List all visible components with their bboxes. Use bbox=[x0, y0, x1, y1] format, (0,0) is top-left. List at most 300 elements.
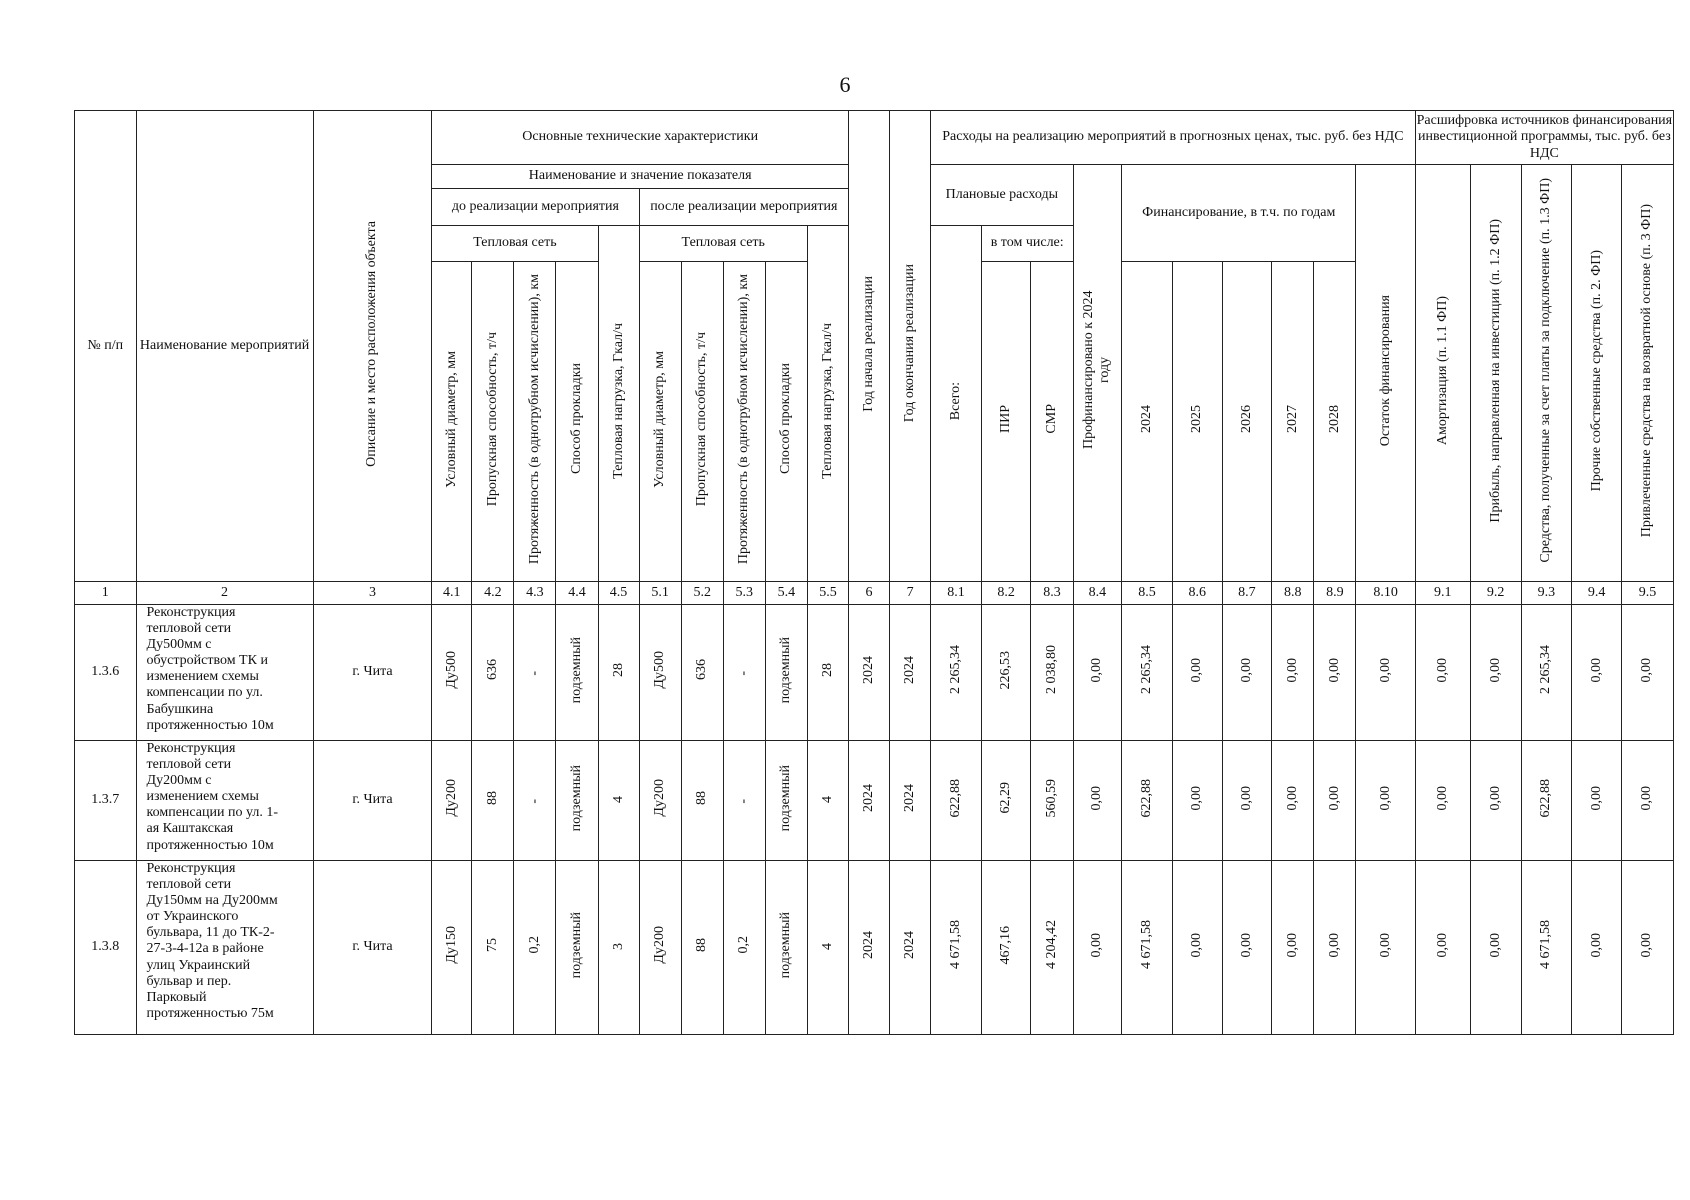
column-number: 2 bbox=[136, 582, 313, 605]
column-number: 9.5 bbox=[1621, 582, 1673, 605]
row-value: подземный bbox=[568, 911, 584, 979]
row-value: 0,00 bbox=[1284, 657, 1300, 683]
row-value-cell bbox=[1122, 861, 1173, 1035]
row-value-cell bbox=[639, 861, 681, 1035]
row-value-cell bbox=[723, 741, 765, 861]
row-value-cell bbox=[1572, 741, 1622, 861]
row-value: 4 bbox=[610, 796, 626, 804]
row-value: 0,00 bbox=[1326, 932, 1342, 958]
header-incl: в том числе: bbox=[981, 226, 1073, 262]
row-value: 2024 bbox=[861, 655, 876, 684]
row-value: 560,59 bbox=[1043, 778, 1059, 818]
header-year-2025 bbox=[1172, 262, 1222, 582]
row-name-line: протяженностью 10м bbox=[146, 717, 274, 733]
header-year-2025-text: 2025 bbox=[1189, 404, 1205, 433]
header-load-after-text: Тепловая нагрузка, Гкал/ч bbox=[819, 323, 835, 479]
row-value: 0,00 bbox=[1588, 657, 1604, 683]
header-profit bbox=[1470, 165, 1521, 582]
row-value: 0,00 bbox=[1434, 785, 1450, 811]
row-value-cell bbox=[723, 861, 765, 1035]
row-value-cell bbox=[723, 605, 765, 741]
column-number: 9.3 bbox=[1521, 582, 1572, 605]
row-value: 0,00 bbox=[1487, 785, 1503, 811]
row-value: 28 bbox=[819, 662, 835, 677]
column-number: 8.2 bbox=[981, 582, 1031, 605]
header-capacity-before bbox=[472, 262, 514, 582]
row-value: 0,00 bbox=[1326, 657, 1342, 683]
header-heat-net-after: Тепловая сеть bbox=[639, 226, 807, 262]
row-value-cell bbox=[556, 605, 598, 741]
header-year-2026-text: 2026 bbox=[1238, 404, 1254, 433]
row-value-cell bbox=[1521, 741, 1572, 861]
row-name-line: протяженностью 75м bbox=[146, 1005, 274, 1021]
row-value-cell bbox=[556, 861, 598, 1035]
row-value: 622,88 bbox=[1138, 778, 1154, 818]
row-value-cell bbox=[598, 605, 639, 741]
row-value-cell bbox=[849, 861, 890, 1035]
header-own-text: Прочие собственные средства (п. 2. ФП) bbox=[1588, 249, 1604, 492]
row-value: 0,00 bbox=[1189, 932, 1205, 958]
column-number: 1 bbox=[75, 582, 137, 605]
row-name bbox=[136, 741, 313, 861]
row-value-cell bbox=[981, 741, 1031, 861]
row-value-cell bbox=[1272, 605, 1314, 741]
column-number: 8.9 bbox=[1314, 582, 1356, 605]
table-row bbox=[75, 741, 1674, 861]
row-value: Ду200 bbox=[652, 926, 668, 964]
header-name: Наименование мероприятий bbox=[136, 111, 313, 582]
header-length-before bbox=[514, 262, 556, 582]
row-value-cell bbox=[1621, 741, 1673, 861]
header-laying-after bbox=[765, 262, 807, 582]
row-value-cell bbox=[765, 861, 807, 1035]
row-name-line: Реконструкция bbox=[146, 861, 236, 876]
row-value: 0,00 bbox=[1434, 657, 1450, 683]
row-value-cell bbox=[1521, 861, 1572, 1035]
row-name-line: улиц Украинский bbox=[146, 957, 251, 973]
row-name-line: бульвар и пер. bbox=[146, 973, 232, 989]
row-value-cell bbox=[890, 741, 931, 861]
row-value-cell bbox=[890, 605, 931, 741]
table-row bbox=[75, 861, 1674, 1035]
row-value: 0,2 bbox=[526, 936, 542, 954]
row-value: 0,00 bbox=[1089, 657, 1105, 683]
row-value: 0,00 bbox=[1377, 932, 1393, 958]
row-value-cell bbox=[514, 741, 556, 861]
header-year-end-text: Год окончания реализации bbox=[902, 264, 918, 423]
row-value: 4 671,58 bbox=[1138, 920, 1154, 970]
header-tech: Основные технические характеристики bbox=[432, 111, 849, 165]
row-value-cell bbox=[1073, 605, 1122, 741]
row-value: 2024 bbox=[902, 655, 918, 684]
column-number: 5.4 bbox=[765, 582, 807, 605]
row-name-line: компенсации по ул. 1- bbox=[146, 805, 279, 821]
column-number: 8.3 bbox=[1031, 582, 1073, 605]
row-value-cell bbox=[472, 741, 514, 861]
header-profit-text: Прибыль, направленная на инвестиции (п. 1.2 ФП) bbox=[1487, 218, 1503, 523]
row-value-cell bbox=[1621, 861, 1673, 1035]
header-year-2024 bbox=[1122, 262, 1173, 582]
row-value: 2024 bbox=[902, 930, 918, 959]
page-number: 6 bbox=[839, 72, 851, 97]
header-year-2028-text: 2028 bbox=[1326, 404, 1342, 433]
header-capacity-after-text: Пропускная способность, т/ч bbox=[694, 331, 710, 507]
row-value-cell bbox=[1031, 605, 1073, 741]
row-value-cell bbox=[1172, 861, 1222, 1035]
row-value: 0,2 bbox=[736, 936, 752, 954]
header-smr-text: СМР bbox=[1043, 404, 1059, 434]
header-length-after-text: Протяженность (в однотрубном исчислении), км bbox=[736, 273, 752, 565]
row-value: Ду200 bbox=[443, 779, 459, 817]
row-value-cell bbox=[472, 861, 514, 1035]
row-value-cell bbox=[1031, 741, 1073, 861]
header-smr bbox=[1031, 262, 1073, 582]
row-value-cell bbox=[765, 741, 807, 861]
row-number: 1.3.6 bbox=[75, 605, 137, 741]
header-diameter-after-text: Условный диаметр, мм bbox=[652, 350, 668, 488]
row-value-cell bbox=[514, 861, 556, 1035]
header-load-after bbox=[807, 226, 848, 582]
row-name-line: тепловой сети bbox=[146, 621, 232, 637]
column-number: 9.4 bbox=[1572, 582, 1622, 605]
row-value: 0,00 bbox=[1588, 932, 1604, 958]
row-value: 4 bbox=[819, 796, 835, 804]
header-year-2027 bbox=[1272, 262, 1314, 582]
header-length-after bbox=[723, 262, 765, 582]
row-value: 0,00 bbox=[1238, 657, 1254, 683]
column-number: 4.2 bbox=[472, 582, 514, 605]
row-value: 2 265,34 bbox=[1138, 645, 1154, 695]
column-number: 8.8 bbox=[1272, 582, 1314, 605]
row-value-cell bbox=[1314, 605, 1356, 741]
row-value: 0,00 bbox=[1639, 932, 1655, 958]
row-value: 2 038,80 bbox=[1043, 645, 1059, 695]
row-value: 226,53 bbox=[998, 650, 1014, 690]
header-connection-text: Средства, полученные за счет платы за подключение (п. 1.3 ФП) bbox=[1538, 178, 1554, 563]
row-value-cell bbox=[1415, 605, 1470, 741]
row-value: 0,00 bbox=[1089, 785, 1105, 811]
header-load-before-text: Тепловая нагрузка, Гкал/ч bbox=[610, 323, 626, 479]
row-name bbox=[136, 605, 313, 741]
row-value-cell bbox=[1621, 605, 1673, 741]
row-number: 1.3.8 bbox=[75, 861, 137, 1035]
column-number: 4.4 bbox=[556, 582, 598, 605]
row-value-cell bbox=[1272, 861, 1314, 1035]
header-year-start-text: Год начала реализации bbox=[861, 275, 876, 412]
header-remainder-text: Остаток финансирования bbox=[1377, 294, 1393, 447]
row-value-cell bbox=[931, 605, 982, 741]
row-value-cell bbox=[639, 741, 681, 861]
row-value-cell bbox=[890, 861, 931, 1035]
header-heat-net-before: Тепловая сеть bbox=[432, 226, 598, 262]
header-diameter-before-text: Условный диаметр, мм bbox=[443, 350, 459, 488]
column-number: 8.1 bbox=[931, 582, 982, 605]
row-value-cell bbox=[981, 605, 1031, 741]
row-location: г. Чита bbox=[313, 861, 432, 1035]
row-value-cell bbox=[1572, 605, 1622, 741]
row-value: 0,00 bbox=[1238, 785, 1254, 811]
row-name-line: изменением схемы bbox=[146, 669, 259, 685]
row-value-cell bbox=[849, 741, 890, 861]
column-number: 3 bbox=[313, 582, 432, 605]
row-value-cell bbox=[432, 741, 472, 861]
header-location bbox=[313, 111, 432, 582]
header-borrowed-text: Привлеченные средства на возвратной основе (п. 3 ФП) bbox=[1639, 203, 1655, 538]
header-after: после реализации мероприятия bbox=[639, 189, 848, 226]
row-name-line: Бабушкина bbox=[146, 701, 214, 717]
row-value-cell bbox=[1031, 861, 1073, 1035]
header-amort-text: Амортизация (п. 1.1 ФП) bbox=[1434, 295, 1450, 445]
row-name-line: ая Каштакская bbox=[146, 821, 234, 837]
row-value: - bbox=[736, 798, 752, 804]
column-number: 8.6 bbox=[1172, 582, 1222, 605]
row-value: 467,16 bbox=[998, 925, 1014, 965]
row-value-cell bbox=[1572, 861, 1622, 1035]
row-value-cell bbox=[807, 741, 848, 861]
header-costs: Расходы на реализацию мероприятий в прогнозных ценах, тыс. руб. без НДС bbox=[931, 111, 1416, 165]
row-value: 622,88 bbox=[947, 778, 963, 818]
row-name-line: компенсации по ул. bbox=[146, 685, 263, 701]
row-value-cell bbox=[432, 605, 472, 741]
row-value-cell bbox=[556, 741, 598, 861]
row-value: 4 bbox=[819, 943, 835, 951]
row-value: 62,29 bbox=[998, 782, 1014, 814]
row-name-line: протяженностью 10м bbox=[146, 837, 274, 853]
header-total bbox=[931, 226, 982, 582]
header-laying-before-text: Способ прокладки bbox=[568, 363, 584, 475]
row-value: 0,00 bbox=[1434, 932, 1450, 958]
row-value: Ду500 bbox=[443, 651, 459, 689]
row-value: 4 671,58 bbox=[1538, 920, 1554, 970]
header-total-text: Всего: bbox=[947, 381, 963, 421]
header-laying-before bbox=[556, 262, 598, 582]
row-value-cell bbox=[765, 605, 807, 741]
row-name-line: бульвара, 11 до ТК-2- bbox=[146, 925, 275, 941]
header-pir-text: ПИР bbox=[998, 404, 1014, 433]
header-amort bbox=[1415, 165, 1470, 582]
row-name-line: Ду150мм на Ду200мм bbox=[146, 893, 278, 909]
row-value-cell bbox=[472, 605, 514, 741]
row-value: 0,00 bbox=[1487, 657, 1503, 683]
row-value-cell bbox=[931, 741, 982, 861]
row-value: 0,00 bbox=[1089, 932, 1105, 958]
row-value-cell bbox=[807, 861, 848, 1035]
row-value-cell bbox=[1356, 741, 1415, 861]
column-number: 6 bbox=[849, 582, 890, 605]
header-year-2027-text: 2027 bbox=[1284, 404, 1300, 433]
header-year-2026 bbox=[1222, 262, 1272, 582]
column-number: 9.2 bbox=[1470, 582, 1521, 605]
row-value: 0,00 bbox=[1284, 932, 1300, 958]
row-value: 2 265,34 bbox=[947, 645, 963, 695]
row-name-line: 27-3-4-12а в районе bbox=[146, 941, 264, 957]
header-before: до реализации мероприятия bbox=[432, 189, 639, 226]
row-value: подземный bbox=[778, 636, 794, 704]
row-value: 0,00 bbox=[1377, 657, 1393, 683]
column-number: 8.7 bbox=[1222, 582, 1272, 605]
row-value-cell bbox=[681, 861, 723, 1035]
row-value: Ду150 bbox=[443, 926, 459, 964]
column-number: 8.5 bbox=[1122, 582, 1173, 605]
header-own bbox=[1572, 165, 1622, 582]
row-value: подземный bbox=[568, 636, 584, 704]
column-number: 5.1 bbox=[639, 582, 681, 605]
row-name bbox=[136, 861, 313, 1035]
header-capacity-before-text: Пропускная способность, т/ч bbox=[484, 331, 500, 507]
header-load-before bbox=[598, 226, 639, 582]
header-planned: Плановые расходы bbox=[931, 165, 1073, 226]
header-prefinanced bbox=[1073, 165, 1122, 582]
row-value-cell bbox=[598, 741, 639, 861]
row-value-cell bbox=[1073, 741, 1122, 861]
row-value-cell bbox=[1172, 605, 1222, 741]
row-name-line: Ду500мм с bbox=[146, 637, 212, 653]
row-value: 88 bbox=[694, 790, 710, 805]
row-value: 0,00 bbox=[1189, 657, 1205, 683]
row-value: подземный bbox=[778, 764, 794, 832]
row-value: 4 204,42 bbox=[1043, 920, 1059, 970]
header-year-end bbox=[890, 111, 931, 582]
header-indicators: Наименование и значение показателя bbox=[432, 165, 849, 189]
header-laying-after-text: Способ прокладки bbox=[778, 363, 794, 475]
header-year-2024-text: 2024 bbox=[1138, 404, 1154, 433]
header-year-2028 bbox=[1314, 262, 1356, 582]
investment-program-table bbox=[74, 110, 1674, 1035]
row-value: 0,00 bbox=[1326, 785, 1342, 811]
row-name-line: Парковый bbox=[146, 989, 207, 1005]
row-value: Ду500 bbox=[652, 651, 668, 689]
row-value-cell bbox=[1122, 741, 1173, 861]
row-value-cell bbox=[1314, 861, 1356, 1035]
row-value-cell bbox=[1222, 861, 1272, 1035]
row-value-cell bbox=[1470, 741, 1521, 861]
row-name-line: изменением схемы bbox=[146, 789, 259, 805]
row-value: 0,00 bbox=[1238, 932, 1254, 958]
row-value: 0,00 bbox=[1377, 785, 1393, 811]
row-value: 88 bbox=[694, 937, 710, 952]
column-number: 4.5 bbox=[598, 582, 639, 605]
row-value-cell bbox=[514, 605, 556, 741]
column-number: 5.2 bbox=[681, 582, 723, 605]
row-value-cell bbox=[931, 861, 982, 1035]
header-connection bbox=[1521, 165, 1572, 582]
row-number: 1.3.7 bbox=[75, 741, 137, 861]
table-row bbox=[75, 605, 1674, 741]
row-value: 0,00 bbox=[1487, 932, 1503, 958]
header-diameter-before bbox=[432, 262, 472, 582]
header-no: № п/п bbox=[75, 111, 137, 582]
row-value: - bbox=[736, 670, 752, 676]
row-value-cell bbox=[1521, 605, 1572, 741]
row-value-cell bbox=[1470, 861, 1521, 1035]
row-value: - bbox=[526, 798, 542, 804]
row-location: г. Чита bbox=[313, 605, 432, 741]
row-value-cell bbox=[432, 861, 472, 1035]
row-value-cell bbox=[1356, 605, 1415, 741]
row-value-cell bbox=[1314, 741, 1356, 861]
row-value: подземный bbox=[778, 911, 794, 979]
row-value-cell bbox=[1470, 605, 1521, 741]
column-number: 4.3 bbox=[514, 582, 556, 605]
row-value-cell bbox=[1222, 741, 1272, 861]
row-value: 2024 bbox=[902, 783, 918, 812]
row-value: 636 bbox=[484, 659, 500, 681]
row-value: 636 bbox=[694, 659, 710, 681]
row-value: 4 671,58 bbox=[947, 920, 963, 970]
column-number: 8.10 bbox=[1356, 582, 1415, 605]
row-value-cell bbox=[1172, 741, 1222, 861]
row-value: 622,88 bbox=[1538, 778, 1554, 818]
row-name-line: Реконструкция bbox=[146, 605, 236, 620]
row-value-cell bbox=[1415, 741, 1470, 861]
column-number: 5.3 bbox=[723, 582, 765, 605]
header-financing: Финансирование, в т.ч. по годам bbox=[1122, 165, 1356, 262]
row-value-cell bbox=[981, 861, 1031, 1035]
row-name-line: Реконструкция bbox=[146, 741, 236, 756]
row-value-cell bbox=[1272, 741, 1314, 861]
row-name-line: от Украинского bbox=[146, 909, 239, 925]
row-value: 3 bbox=[610, 943, 626, 951]
row-value: Ду200 bbox=[652, 779, 668, 817]
row-value-cell bbox=[1222, 605, 1272, 741]
row-value: 0,00 bbox=[1639, 785, 1655, 811]
row-value-cell bbox=[598, 861, 639, 1035]
header-prefinanced-text: Профинансировано к 2024 году bbox=[1081, 291, 1113, 450]
row-value-cell bbox=[681, 741, 723, 861]
column-number: 9.1 bbox=[1415, 582, 1470, 605]
row-value-cell bbox=[1073, 861, 1122, 1035]
row-value: 88 bbox=[484, 790, 500, 805]
row-value-cell bbox=[807, 605, 848, 741]
row-value-cell bbox=[1122, 605, 1173, 741]
row-value: 2024 bbox=[861, 930, 876, 959]
column-number: 5.5 bbox=[807, 582, 848, 605]
row-value: 0,00 bbox=[1284, 785, 1300, 811]
row-value: 0,00 bbox=[1639, 657, 1655, 683]
header-pir bbox=[981, 262, 1031, 582]
header-sources: Расшифровка источников финансирования инвестиционной программы, тыс. руб. без НДС bbox=[1415, 111, 1673, 165]
row-name-line: тепловой сети bbox=[146, 877, 232, 893]
header-location-text: Описание и место расположения объекта bbox=[364, 220, 380, 467]
header-remainder bbox=[1356, 165, 1415, 582]
header-length-before-text: Протяженность (в однотрубном исчислении), км bbox=[526, 273, 542, 565]
column-number: 8.4 bbox=[1073, 582, 1122, 605]
column-number: 7 bbox=[890, 582, 931, 605]
row-name-line: Ду200мм с bbox=[146, 773, 212, 789]
header-year-start bbox=[849, 111, 890, 582]
row-name-line: обустройством ТК и bbox=[146, 653, 268, 669]
row-value: - bbox=[526, 670, 542, 676]
row-value: 2024 bbox=[861, 783, 876, 812]
header-capacity-after bbox=[681, 262, 723, 582]
row-value-cell bbox=[1356, 861, 1415, 1035]
row-name-line: тепловой сети bbox=[146, 757, 232, 773]
row-value: 28 bbox=[610, 662, 626, 677]
row-value-cell bbox=[849, 605, 890, 741]
header-diameter-after bbox=[639, 262, 681, 582]
row-value-cell bbox=[681, 605, 723, 741]
row-location: г. Чита bbox=[313, 741, 432, 861]
column-number: 4.1 bbox=[432, 582, 472, 605]
header-borrowed bbox=[1621, 165, 1673, 582]
row-value-cell bbox=[1415, 861, 1470, 1035]
row-value: 0,00 bbox=[1588, 785, 1604, 811]
row-value: 0,00 bbox=[1189, 785, 1205, 811]
column-number-row bbox=[75, 582, 1674, 605]
row-value: подземный bbox=[568, 764, 584, 832]
row-value-cell bbox=[639, 605, 681, 741]
row-value: 75 bbox=[484, 937, 500, 952]
